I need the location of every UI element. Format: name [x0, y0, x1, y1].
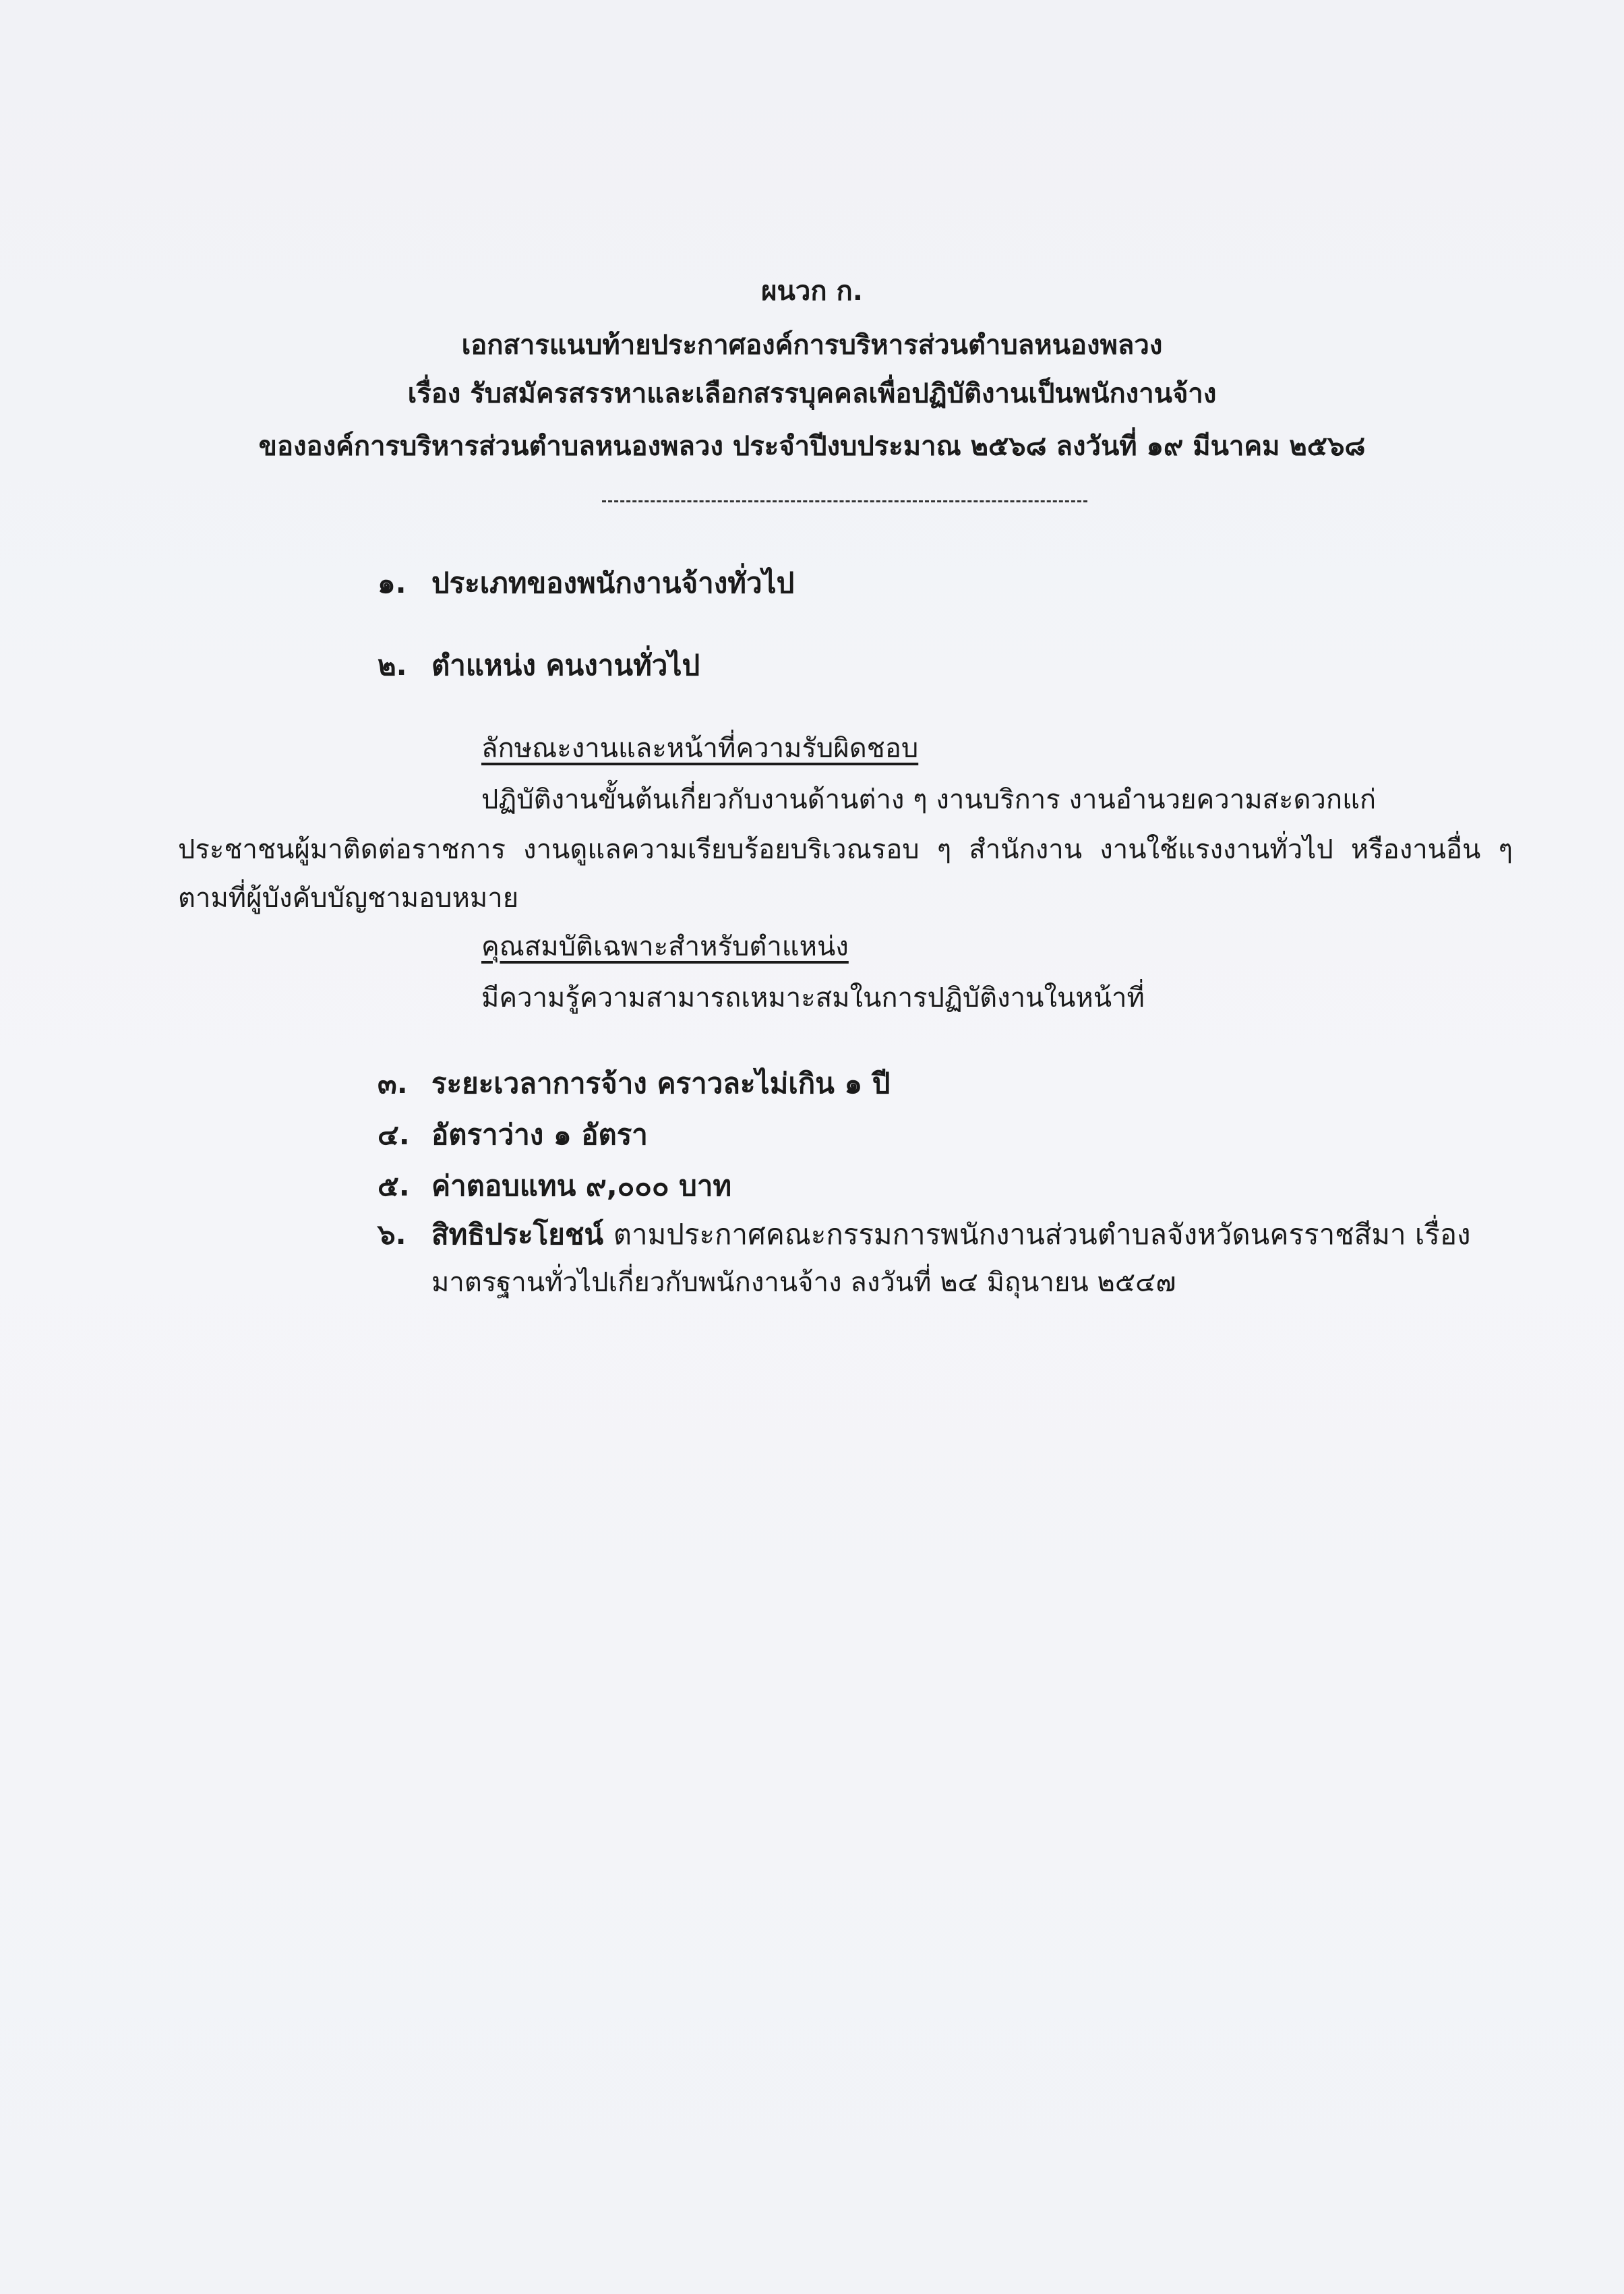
- item-3-label: ระยะเวลาการจ้าง คราวละไม่เกิน ๑ ปี: [431, 1067, 891, 1100]
- qualification-heading: คุณสมบัติเฉพาะสำหรับตำแหน่ง: [481, 931, 849, 962]
- duties-line-1: ปฏิบัติงานขั้นต้นเกี่ยวกับงานด้านต่าง ๆ งานบริการ งานอำนวยความสะดวกแก่: [481, 784, 1377, 815]
- header-line-1: เอกสารแนบท้ายประกาศองค์การบริหารส่วนตำบลหนองพลวง: [461, 330, 1163, 361]
- item-6-number: ๖.: [378, 1218, 407, 1251]
- duties-line-2: ประชาชนผู้มาติดต่อราชการ งานดูแลความเรียบร้อยบริเวณรอบ ๆ สำนักงาน งานใช้แรงงานทั่วไป หรืองานอื่น ๆ: [178, 834, 1513, 865]
- header-line-2: เรื่อง รับสมัครสรรหาและเลือกสรรบุคคลเพื่อปฏิบัติงานเป็นพนักงานจ้าง: [407, 378, 1217, 409]
- item-6-text: ตามประกาศคณะกรรมการพนักงานส่วนตำบลจังหวัดนครราชสีมา เรื่อง: [613, 1218, 1471, 1251]
- item-3-number: ๓.: [378, 1067, 408, 1100]
- item-4-number: ๔.: [378, 1118, 410, 1151]
- duties-heading: ลักษณะงานและหน้าที่ความรับผิดชอบ: [481, 733, 919, 764]
- item-1-number: ๑.: [378, 566, 407, 599]
- header-line-3: ขององค์การบริหารส่วนตำบลหนองพลวง ประจำปีงบประมาณ ๒๕๖๘ ลงวันที่ ๑๙ มีนาคม ๒๕๖๘: [258, 431, 1366, 462]
- item-2-number: ๒.: [378, 649, 407, 682]
- item-5-label: ค่าตอบแทน ๙,๐๐๐ บาท: [431, 1169, 732, 1202]
- qualification-line-1: มีความรู้ความสามารถเหมาะสมในการปฏิบัติงานในหน้าที่: [481, 982, 1145, 1013]
- header-divider: [602, 500, 1087, 502]
- item-5-number: ๕.: [378, 1169, 410, 1202]
- item-1-label: ประเภทของพนักงานจ้างทั่วไป: [431, 566, 795, 599]
- item-6-line-2: มาตรฐานทั่วไปเกี่ยวกับพนักงานจ้าง ลงวันที่ ๒๔ มิถุนายน ๒๕๔๗: [431, 1267, 1176, 1298]
- item-6-label: สิทธิประโยชน์: [431, 1218, 604, 1251]
- duties-line-3: ตามที่ผู้บังคับบัญชามอบหมาย: [178, 883, 519, 914]
- item-6-line-1: [431, 1220, 1471, 1249]
- item-4-label: อัตราว่าง ๑ อัตรา: [431, 1118, 648, 1151]
- appendix-label: ผนวก ก.: [761, 276, 863, 307]
- item-2-label: ตำแหน่ง คนงานทั่วไป: [431, 649, 700, 682]
